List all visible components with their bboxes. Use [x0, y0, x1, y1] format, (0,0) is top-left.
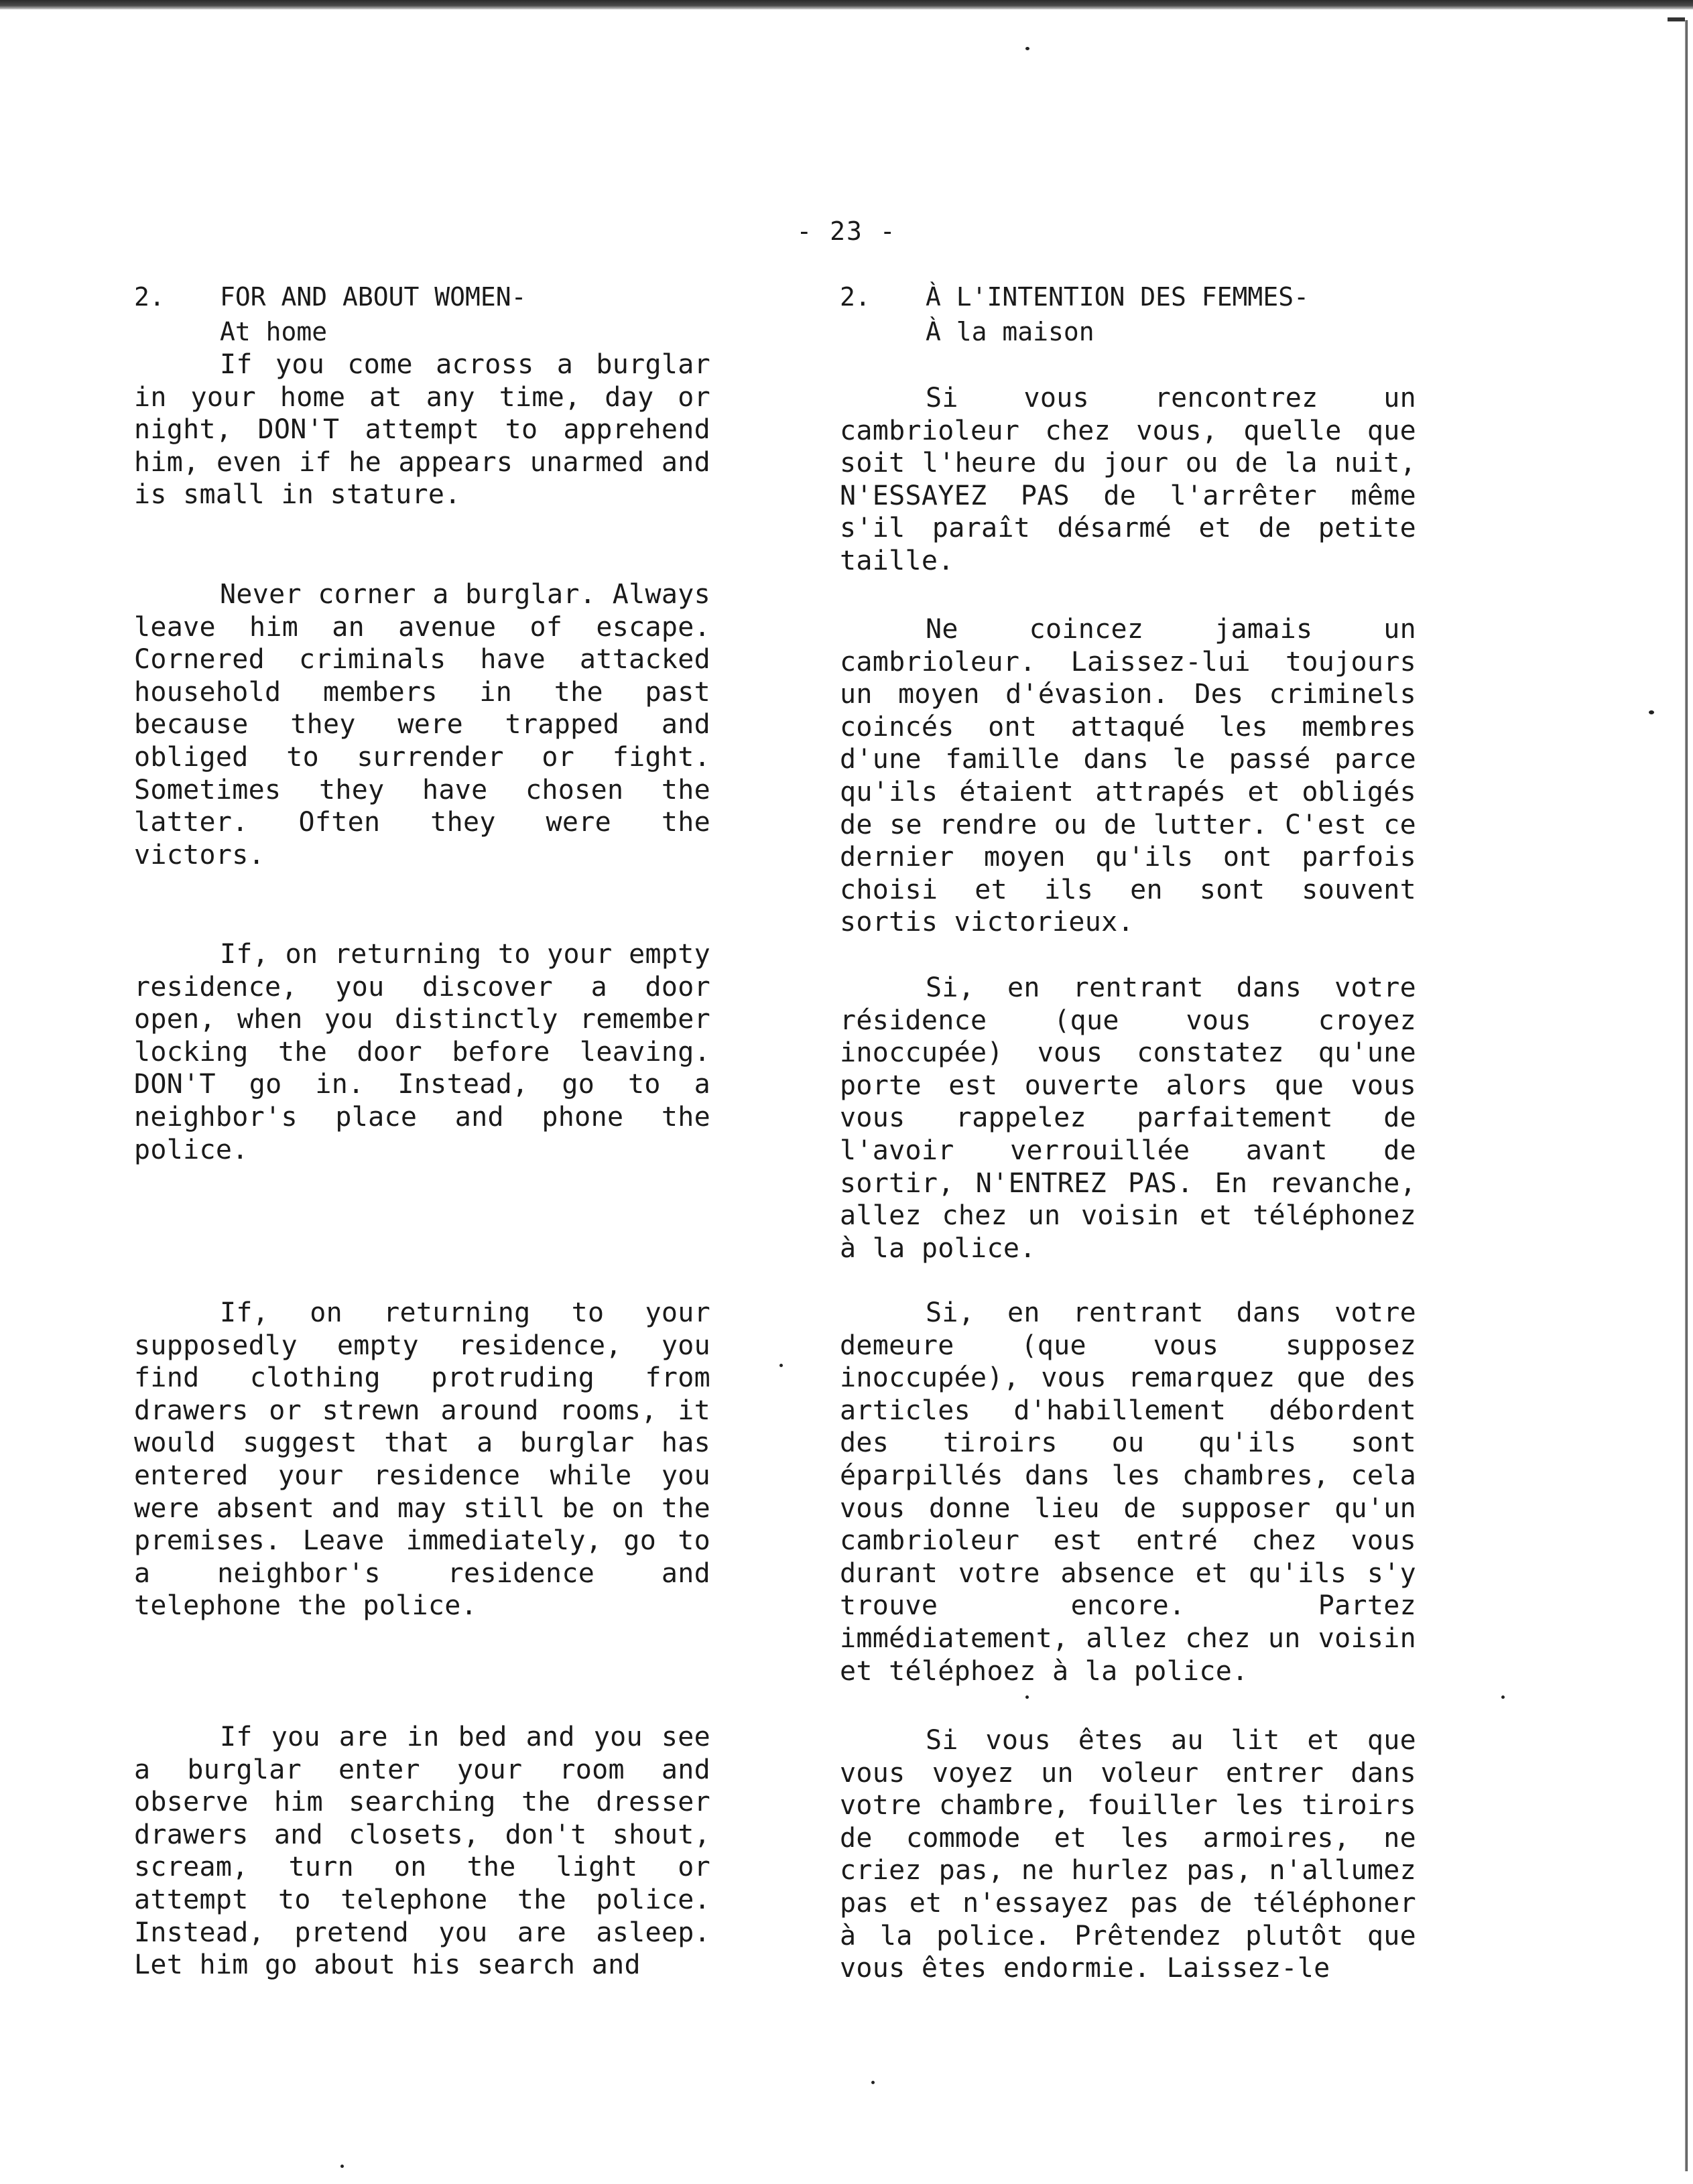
scan-speck — [1025, 47, 1029, 50]
section-title-fr: À L'INTENTION DES FEMMES- — [926, 282, 1309, 312]
section-number: 2. — [134, 282, 165, 312]
scan-edge-mark — [1668, 17, 1685, 21]
paragraph-clothing-protruding: If, on returning to your supposedly empty residence, you find clothing protruding from drawers or strewn around rooms, it would suggest that a burglar has entered your residence while you were absent and may still be on the premises. Leave immediately, go to a neighbor's residence and telephone the police. — [134, 1297, 710, 1622]
page-number: - 23 - — [796, 216, 897, 246]
paragraph-au-lit: Si vous êtes au lit et que vous voyez un voleur entrer dans votre chambre, fouiller les tiroirs de commode et les armoires, ne criez pas, ne hurlez pas, n'allumez pas et n'essayez pas de téléphoner à la police. Prêtendez plutôt que vous êtes endormie. Laissez-le — [840, 1725, 1416, 1984]
scan-top-edge — [0, 0, 1693, 9]
section-number-fr: 2. — [840, 282, 871, 312]
section-subtitle-fr: À la maison — [926, 317, 1094, 346]
paragraph-in-bed: If you are in bed and you see a burglar enter your room and observe him searching the dresser drawers and closets, don't shout, scream, turn on the light or attempt to telephone the police. Instead, pretend you are asleep. Let him go about his search and — [134, 1722, 710, 1981]
scan-speck — [340, 2165, 344, 2168]
scan-speck — [871, 2081, 875, 2084]
section-title: FOR AND ABOUT WOMEN- — [220, 282, 527, 312]
paragraph-burglar-at-home: If you come across a burglar in your home at any time, day or night, DON'T attempt to apprehend him, even if he appears unarmed and is small in stature. — [134, 349, 710, 511]
scan-speck — [1501, 1695, 1505, 1699]
paragraph-porte-ouverte: Si, en rentrant dans votre résidence (que vous croyez inoccupée) vous constatez qu'une porte est ouverte alors que vous vous rappelez parfaitement de l'avoir verrouillée avant de sortir, N'ENTREZ PAS. En revanche, allez chez un voisin et téléphonez à la police. — [840, 972, 1416, 1264]
scan-speck — [1025, 1695, 1029, 1699]
scan-right-edge — [1685, 20, 1688, 2171]
paragraph-ne-coincez-jamais: Ne coincez jamais un cambrioleur. Laissez-lui toujours un moyen d'évasion. Des criminels coincés ont attaqué les membres d'une famille dans le passé parce qu'ils étaient attrapés et obligés de se rendre ou de lutter. C'est ce dernier moyen qu'ils ont parfois choisi et ils en sont souvent sortis victorieux. — [840, 614, 1416, 938]
section-subtitle: At home — [220, 317, 328, 346]
paragraph-door-open: If, on returning to your empty residence, you discover a door open, when you distinctly remember locking the door before leaving. DON'T go in. Instead, go to a neighbor's place and phone the police. — [134, 939, 710, 1165]
paragraph-cambrioleur-chez-vous: Si vous rencontrez un cambrioleur chez vous, quelle que soit l'heure du jour ou de la nuit, N'ESSAYEZ PAS de l'arrêter même s'il paraît désarmé et de petite taille. — [840, 383, 1416, 576]
paragraph-articles-habillement: Si, en rentrant dans votre demeure (que vous supposez inoccupée), vous remarquez que des articles d'habillement débordent des tiroirs ou qu'ils sont éparpillés dans les chambres, cela vous donne lieu de supposer qu'un cambrioleur est entré chez vous durant votre absence et qu'ils s'y trouve encore. Partez immédiatement, allez chez un voisin et téléphoez à la police. — [840, 1297, 1416, 1687]
scan-speck — [779, 1364, 783, 1367]
paragraph-never-corner: Never corner a burglar. Always leave him an avenue of escape. Cornered criminals have attacked household members in the past because they were trapped and obliged to surrender or fight. Sometimes they have chosen the latter. Often they were the victors. — [134, 579, 710, 871]
scan-speck — [1649, 710, 1654, 714]
